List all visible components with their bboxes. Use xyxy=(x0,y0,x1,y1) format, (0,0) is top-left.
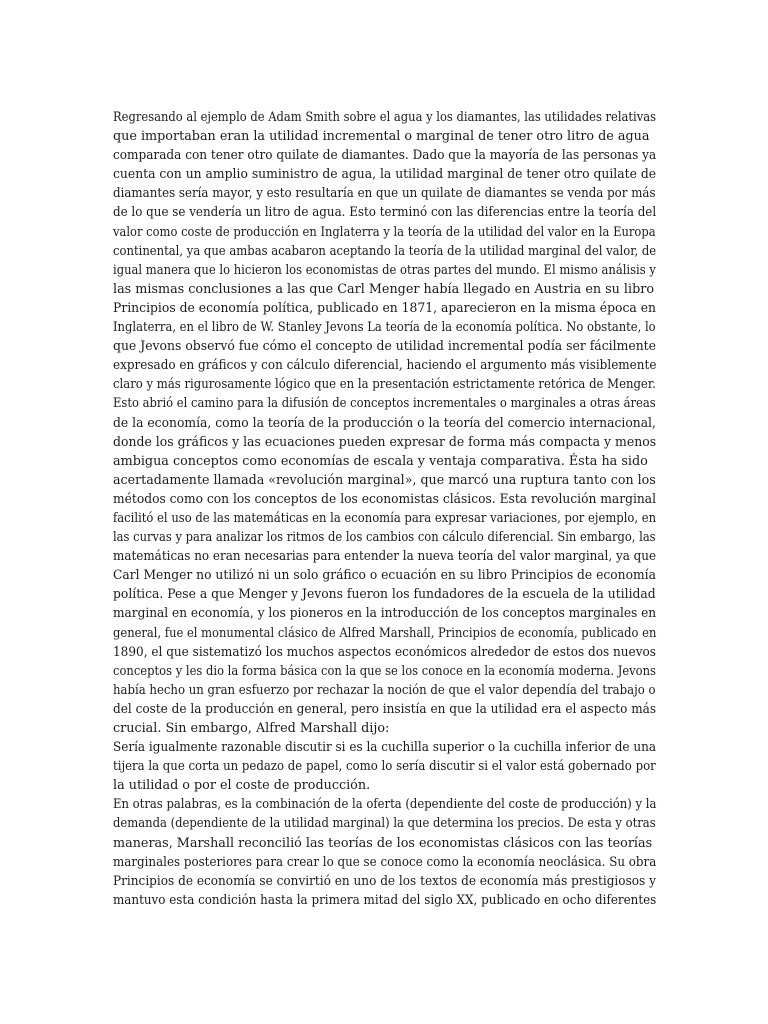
text-line: marginal en economía, y los pioneros en la introducción de los conceptos marginales en xyxy=(113,606,657,622)
text-line: Carl Menger no utilizó ni un solo gráfico o ecuación en su libro Principios de economía xyxy=(113,568,656,584)
paragraph xyxy=(113,738,656,795)
text-line: facilitó el uso de las matemáticas en la economía para expresar variaciones, por ejemplo, en xyxy=(113,510,657,526)
text-line: acertadamente llamada «revolución marginal», que marcó una ruptura tanto con los xyxy=(113,472,656,488)
text-line: matemáticas no eran necesarias para entender la nueva teoría del valor marginal, ya que xyxy=(113,549,657,565)
text-line: Principios de economía política, publicado en 1871, aparecieron en la misma época en xyxy=(113,300,656,316)
text-line: continental, ya que ambas acabaron aceptando la teoría de la utilidad marginal del valor, de xyxy=(113,243,657,259)
text-line: conceptos y les dio la forma básica con la que se los conoce en la economía moderna. Jevons xyxy=(113,663,656,679)
text-line: claro y más rigurosamente lógico que en la presentación estrictamente retórica de Menger. xyxy=(113,377,656,393)
text-line: expresado en gráficos y con cálculo diferencial, haciendo el argumento más visiblemente xyxy=(113,358,657,374)
text-line: que Jevons observó fue cómo el concepto de utilidad incremental podía ser fácilmente xyxy=(113,339,657,355)
text-line: igual manera que lo hicieron los economistas de otras partes del mundo. El mismo análisis y xyxy=(113,262,656,278)
text-line: demanda (dependiente de la utilidad marginal) la que determina los precios. De esta y otras xyxy=(113,816,656,832)
text-line: valor como coste de producción en Inglaterra y la teoría de la utilidad del valor en la Europa xyxy=(113,224,656,240)
text-line: política. Pese a que Menger y Jevons fueron los fundadores de la escuela de la utilidad xyxy=(113,587,656,603)
text-line: ambigua conceptos como economías de escala y ventaja comparativa. Ésta ha sido xyxy=(113,453,648,469)
text-line: Inglaterra, en el libro de W. Stanley Jevons La teoría de la economía política. No obstante, lo xyxy=(113,320,656,336)
text-line: la utilidad o por el coste de producción. xyxy=(113,778,371,794)
text-line: las mismas conclusiones a las que Carl Menger había llegado en Austria en su libro xyxy=(113,281,655,297)
text-line: En otras palabras, es la combinación de la oferta (dependiente del coste de producción) y la xyxy=(113,797,657,813)
text-line: 1890, el que sistematizó los muchos aspectos económicos alrededor de estos dos nuevos xyxy=(113,644,656,660)
text-line: mantuvo esta condición hasta la primera mitad del siglo XX, publicado en ocho diferentes xyxy=(113,892,657,908)
text-line: maneras, Marshall reconcilió las teorías de los economistas clásicos con las teorías xyxy=(113,835,653,851)
text-line: Esto abrió el camino para la difusión de conceptos incrementales o marginales a otras áreas xyxy=(113,396,656,412)
text-line: comparada con tener otro quilate de diamantes. Dado que la mayoría de las personas ya xyxy=(113,148,657,164)
paragraph xyxy=(113,108,656,738)
text-line: de lo que se vendería un litro de agua. Esto terminó con las diferencias entre la teoría del xyxy=(113,205,657,221)
text-line: cuenta con un amplio suministro de agua, la utilidad marginal de tener otro quilate de xyxy=(113,167,657,183)
text-line: las curvas y para analizar los ritmos de los cambios con cálculo diferencial. Sin embargo, las xyxy=(113,530,656,546)
body-text xyxy=(113,108,656,910)
text-line: métodos como con los conceptos de los economistas clásicos. Esta revolución marginal xyxy=(113,491,657,507)
paragraph xyxy=(113,795,656,910)
text-line: donde los gráficos y las ecuaciones pueden expresar de forma más compacta y menos xyxy=(113,434,657,450)
text-line: de la economía, como la teoría de la producción o la teoría del comercio internacional, xyxy=(113,415,656,431)
text-line: había hecho un gran esfuerzo por rechazar la noción de que el valor dependía del trabajo o xyxy=(113,682,656,698)
text-line: crucial. Sin embargo, Alfred Marshall dijo: xyxy=(113,721,390,736)
text-line: del coste de la producción en general, pero insistía en que la utilidad era el aspecto más xyxy=(113,701,657,717)
text-line: Principios de economía se convirtió en uno de los textos de economía más prestigiosos y xyxy=(113,873,656,889)
text-line: Regresando al ejemplo de Adam Smith sobre el agua y los diamantes, las utilidades relativas xyxy=(113,110,657,125)
text-line: marginales posteriores para crear lo que se conoce como la economía neoclásica. Su obra xyxy=(113,854,657,870)
text-line: diamantes sería mayor, y esto resultaría en que un quilate de diamantes se venda por más xyxy=(113,186,656,202)
text-line: que importaban eran la utilidad incremental o marginal de tener otro litro de agua xyxy=(113,129,650,145)
text-line: tijera la que corta un pedazo de papel, como lo sería discutir si el valor está gobernado por xyxy=(113,759,656,775)
text-line: general, fue el monumental clásico de Alfred Marshall, Principios de economía, publicado en xyxy=(113,625,657,641)
text-line: Sería igualmente razonable discutir si es la cuchilla superior o la cuchilla inferior de una xyxy=(113,740,657,756)
